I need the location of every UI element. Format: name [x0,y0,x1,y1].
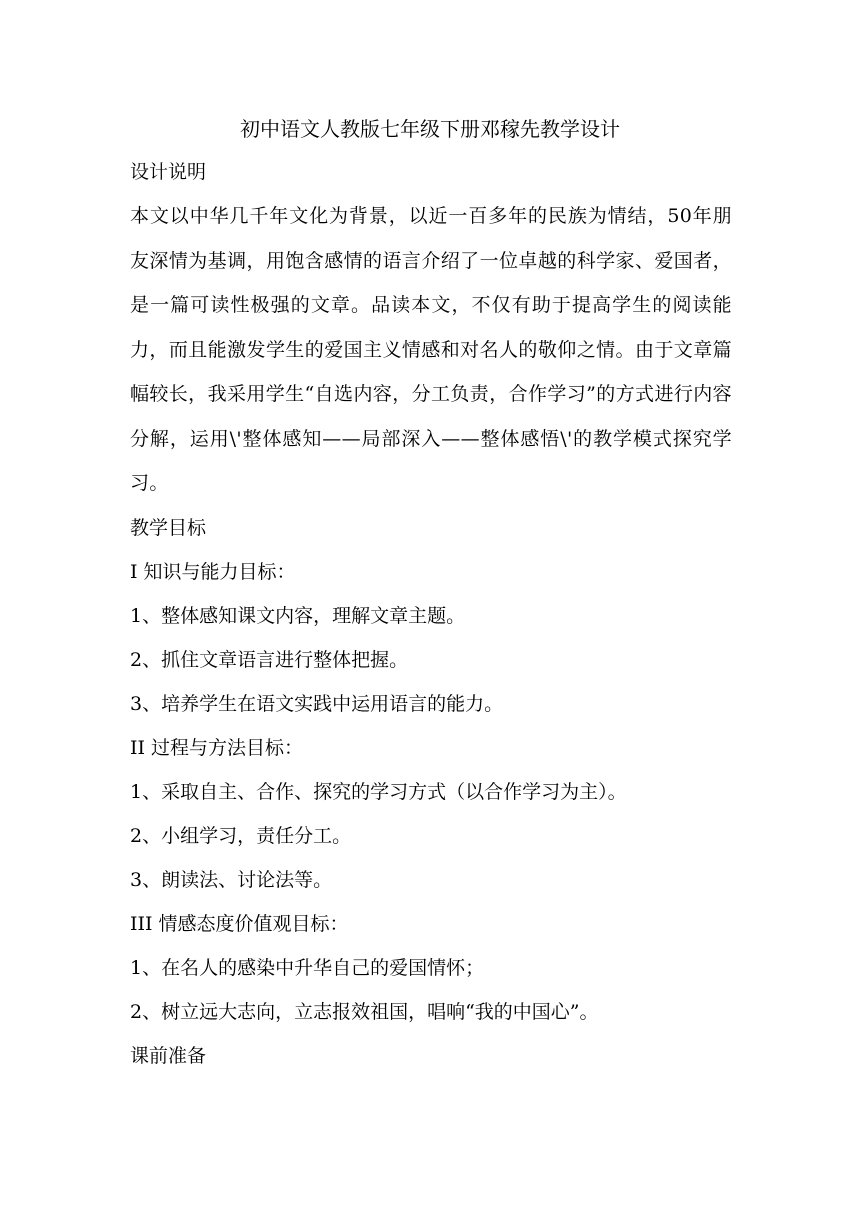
list-item: 1、在名人的感染中升华自己的爱国情怀； [130,956,485,979]
list-item: 3、培养学生在语文实践中运用语言的能力。 [130,692,504,715]
list-item: 1、采取自主、合作、探究的学习方式（以合作学习为主）。 [130,780,627,803]
section-heading-prep: 课前准备 [130,1044,207,1067]
document-body [130,150,732,1078]
goal-group-process: II 过程与方法目标： [130,736,304,759]
design-paragraph: 本文以中华几千年文化为背景，以近一百多年的民族为情结，50年朋友深情为基调，用饱含感情的语言介绍了一位卓越的科学家、爱国者，是一篇可读性极强的文章。品读本文，不仅有助于提高学生的阅读能力，而且能激发学生的爱国主义情感和对名人的敬仰之情。由于文章篇幅较长，我采用学生“自选内容，分工负责，合作学习”的方式进行内容分解，运用\'整体感知——局部深入——整体感悟\'的教学模式探究学习。 [130,205,732,494]
goal-group-emotion: III 情感态度价值观目标： [130,912,349,935]
list-item: 2、小组学习，责任分工。 [130,824,352,847]
goal-group-knowledge: I 知识与能力目标： [130,560,296,583]
document-title: 初中语文人教版七年级下册邓稼先教学设计 [240,117,620,141]
list-item: 2、抓住文章语言进行整体把握。 [130,648,409,671]
list-item: 3、朗读法、讨论法等。 [130,868,333,891]
list-item: 1、整体感知课文内容，理解文章主题。 [130,604,466,627]
section-heading-design: 设计说明 [130,161,207,183]
section-heading-goals: 教学目标 [130,516,207,539]
list-item: 2、树立远大志向，立志报效祖国，唱响“我的中国心”。 [130,1000,599,1023]
